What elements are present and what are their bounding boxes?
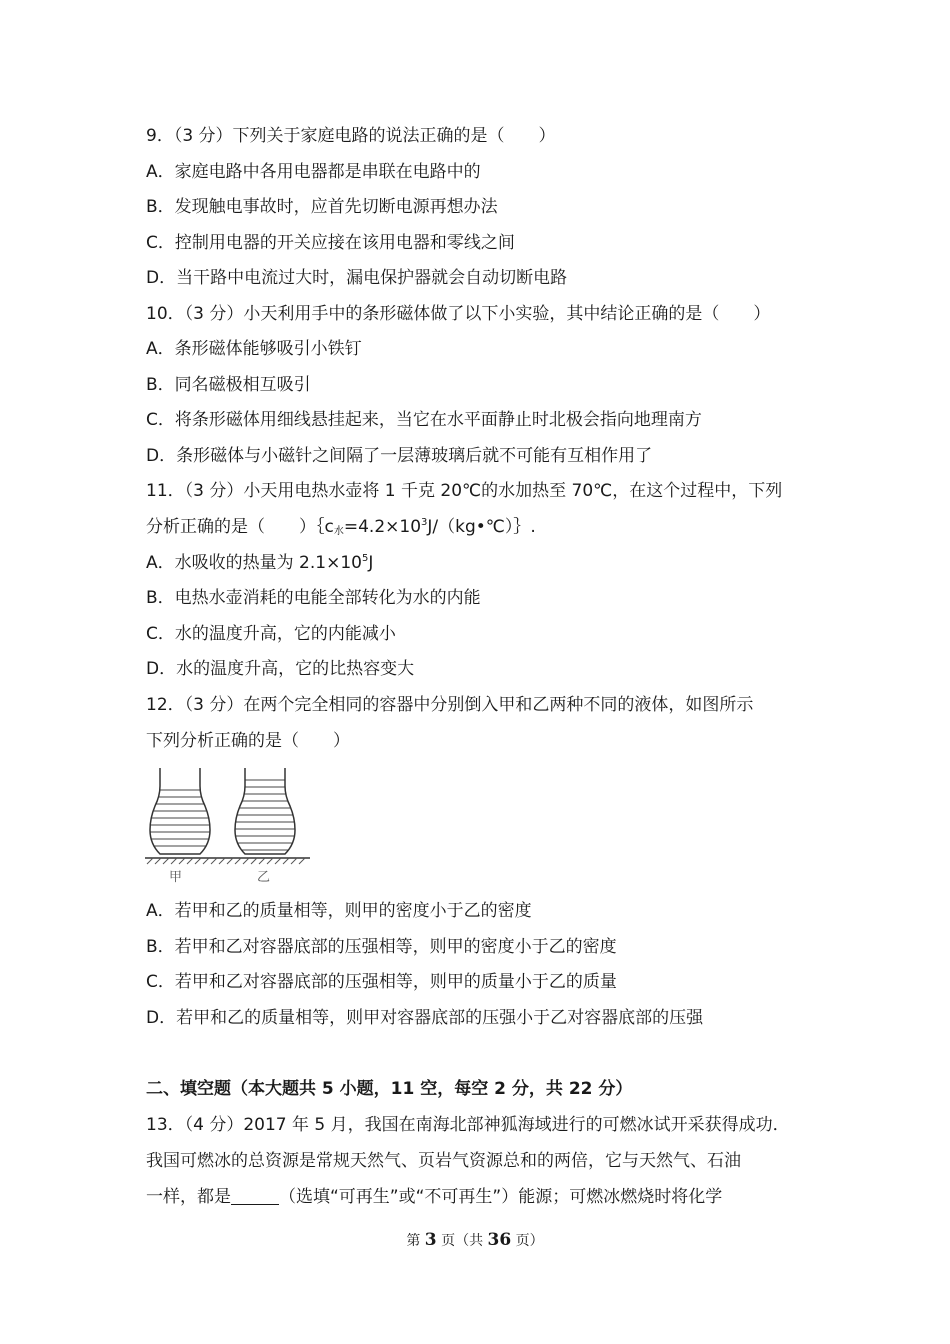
footer-total-pages: 36 [487,1230,512,1250]
q10-option-d: D．条形磁体与小磁针之间隔了一层薄玻璃后就不可能有互相作用了 [146,446,653,466]
q11-stem-text-2: =4.2×10 [343,517,422,537]
q11-subscript: 水 [333,526,344,537]
q12-option-c: C．若甲和乙对容器底部的压强相等，则甲的质量小于乙的质量 [146,972,617,992]
q13-line1: 13．（4 分）2017 年 5 月，我国在南海北部神狐海域进行的可燃冰试开采获得成功． [146,1115,790,1135]
q13-line2: 我国可燃冰的总资源是常规天然气、页岩气资源总和的两倍，它与天然气、石油 [146,1151,741,1171]
page-footer [0,1230,950,1250]
q12-option-d: D．若甲和乙的质量相等，则甲对容器底部的压强小于乙对容器底部的压强 [146,1008,704,1028]
q11-option-a-unit: J [368,553,374,573]
container-yi [235,768,295,854]
q9-stem: 9．（3 分）下列关于家庭电路的说法正确的是（ ） [146,126,556,146]
label-yi: 乙 [257,870,271,885]
q11-option-c: C．水的温度升高，它的内能减小 [146,624,396,644]
q11-option-a [146,552,373,574]
q12-option-b: B．若甲和乙对容器底部的压强相等，则甲的密度小于乙的密度 [146,937,617,957]
q13-line3-text: 一样，都是 [146,1187,231,1207]
footer-suffix: 页） [511,1233,544,1249]
footer-page-number: 3 [424,1230,437,1250]
q12-stem-line2: 下列分析正确的是（ ） [146,731,350,751]
q10-option-b: B．同名磁极相互吸引 [146,375,311,395]
ground-hatching [147,858,305,864]
q13-line3-text-2: （选填“可再生”或“不可再生”）能源；可燃冰燃烧时将化学 [279,1187,723,1207]
q11-option-a-text: A．水吸收的热量为 2.1×10 [146,553,362,573]
liquid-yi [230,780,300,850]
q11-superscript: 3 [421,517,428,528]
answer-blank[interactable] [231,1186,279,1205]
section-title: 二、填空题（本大题共 5 小题，11 空，每空 2 分，共 22 分） [146,1079,633,1099]
footer-prefix: 第 [406,1233,425,1249]
q11-stem-text: 分析正确的是（ ）｛c [146,517,334,537]
q11-stem-line1: 11．（3 分）小天用电热水壶将 1 千克 20℃的水加热至 70℃，在这个过程中，下列 [146,481,783,501]
q12-containers-figure [145,768,315,892]
q9-option-b: B．发现触电事故时，应首先切断电源再想办法 [146,197,498,217]
q11-option-b: B．电热水壶消耗的电能全部转化为水的内能 [146,588,481,608]
q9-option-d: D．当干路中电流过大时，漏电保护器就会自动切断电路 [146,268,568,288]
q11-option-a-superscript: 5 [361,553,369,564]
q10-option-a: A．条形磁体能够吸引小铁钉 [146,339,362,359]
q12-option-a: A．若甲和乙的质量相等，则甲的密度小于乙的密度 [146,901,532,921]
q11-stem-line2 [146,516,536,538]
q10-stem: 10．（3 分）小天利用手中的条形磁体做了以下小实验，其中结论正确的是（ ） [146,304,771,324]
containers-diagram [145,768,315,888]
q9-option-a: A．家庭电路中各用电器都是串联在电路中的 [146,162,481,182]
footer-middle: 页（共 [436,1233,488,1249]
q13-line3 [146,1186,722,1208]
liquid-jia [145,790,215,846]
q10-option-c: C．将条形磁体用细线悬挂起来，当它在水平面静止时北极会指向地理南方 [146,410,702,430]
q12-stem-line1: 12．（3 分）在两个完全相同的容器中分别倒入甲和乙两种不同的液体，如图所示 [146,695,754,715]
label-jia: 甲 [169,870,183,885]
q11-stem-text-3: J/（kg•℃）｝. [427,517,536,537]
q9-option-c: C．控制用电器的开关应接在该用电器和零线之间 [146,233,515,253]
q11-option-d: D．水的温度升高，它的比热容变大 [146,659,415,679]
